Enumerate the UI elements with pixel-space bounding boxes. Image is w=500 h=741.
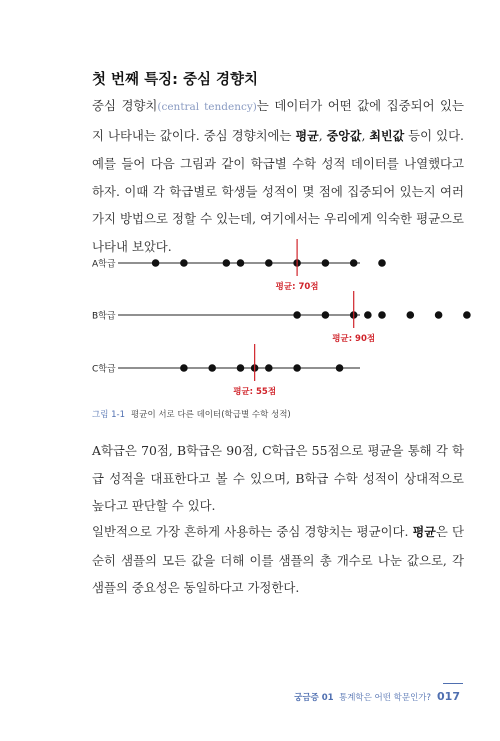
data-point [350,259,358,267]
data-point [265,259,273,267]
data-point [364,311,372,319]
row-label: A학급 [92,259,116,270]
mean-paragraph: 일반적으로 가장 흔하게 사용하는 중심 경향치는 평균이다. 평균은 단순히 샘플의 모든 값을 더해 이를 샘플의 총 개수로 나눈 값으로, 각 샘플의 중요성은 동일하다고 가정한다. [92,524,464,595]
data-point [435,311,443,319]
data-point [407,311,415,319]
data-point [293,311,301,319]
page-number: 017 [437,690,460,703]
figure-caption-text: 평균이 서로 다른 데이터(학급별 수학 성적) [131,410,291,420]
data-point [237,364,245,372]
data-point [265,364,273,372]
section-heading: 첫 번째 특징: 중심 경향치 [92,72,259,88]
data-point [378,311,386,319]
data-point [208,364,216,372]
intro-paragraph: 중심 경향치(central tendency)는 데이터가 어떤 값에 집중되어 있는지 나타내는 값이다. 중심 경향치에는 평균, 중앙값, 최빈값 등이 있다. 예를 들어 다음 그림과 같이 학급별 수학 성적 데이터를 나열했다고 하자. 이때 각 학급별로 학생들 성적이 몇 점에 집중되어 있는지 여러 가지 방법으로 정할 수 있는데, 여기에서는 우리에게 익숙한 평균으로 나타내 보았다. [92,98,464,254]
data-point [237,259,245,267]
figure-number: 그림 1-1 [92,410,126,420]
data-point [463,311,471,319]
data-point [336,364,344,372]
data-point [322,311,330,319]
result-paragraph: A학급은 70점, B학급은 90점, C학급은 55점으로 평균을 통해 각 학급 성적을 대표한다고 볼 수 있으며, B학급 수학 성적이 상대적으로 높다고 판단할 수 있다. [92,443,464,513]
figure-caption [92,408,291,420]
mean-label: 평균: 90점 [332,334,376,344]
row-label: B학급 [92,311,116,322]
row-label: C학급 [92,364,116,375]
data-point [293,364,301,372]
data-point [180,364,188,372]
mean-label: 평균: 55점 [233,387,277,397]
data-point [223,259,231,267]
data-point [378,259,386,267]
page-footer [294,690,460,703]
data-point [180,259,188,267]
mean-label: 평균: 70점 [275,282,319,292]
data-point [152,259,160,267]
data-point [322,259,330,267]
footer-question: 궁금증 01 [294,693,334,703]
footer-rule [443,683,463,684]
footer-title: 통계학은 어떤 학문인가? [339,693,432,703]
